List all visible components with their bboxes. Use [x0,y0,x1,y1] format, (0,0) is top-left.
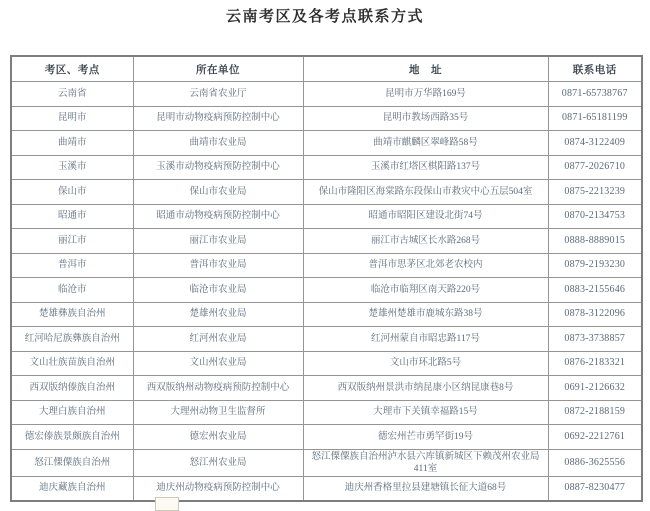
table-body [11,82,642,502]
header-address: 地 址 [303,56,548,82]
cell-address: 大理市下关镇幸福路15号 [303,400,548,425]
cell-phone: 0888-8889015 [548,229,642,254]
cell-unit: 丽江市农业局 [133,229,303,254]
cell-region: 临沧市 [11,278,133,303]
cell-address: 丽江市古城区长水路268号 [303,229,548,254]
cell-region: 红河哈尼族彝族自治州 [11,327,133,352]
cell-phone: 0875-2213239 [548,180,642,205]
truncated-bottom-box [155,497,179,511]
cell-phone: 0870-2134753 [548,204,642,229]
table-row [11,327,642,352]
cell-region: 普洱市 [11,253,133,278]
page-title: 云南考区及各考点联系方式 [225,9,424,25]
cell-unit: 玉溪市动物疫病预防控制中心 [133,155,303,180]
table-row [11,131,642,156]
cell-region: 保山市 [11,180,133,205]
table-row [11,204,642,229]
cell-address: 昆明市教场西路35号 [303,106,548,131]
cell-address: 临沧市临翔区南天路220号 [303,278,548,303]
cell-address: 文山市环北路5号 [303,351,548,376]
cell-address: 怒江傈僳族自治州泸水县六库镇新城区下赖茂州农业局411室 [303,449,548,476]
cell-address: 普洱市思茅区北郊老农校内 [303,253,548,278]
cell-unit: 红河州农业局 [133,327,303,352]
table-row [11,253,642,278]
cell-address: 玉溪市红塔区棋阳路137号 [303,155,548,180]
cell-phone: 0871-65738767 [548,82,642,107]
cell-unit: 保山市农业局 [133,180,303,205]
cell-phone: 0887-8230477 [548,476,642,501]
table-row [11,449,642,476]
cell-unit: 德宏州农业局 [133,425,303,450]
table-row [11,106,642,131]
cell-phone: 0878-3122096 [548,302,642,327]
cell-region: 昆明市 [11,106,133,131]
cell-phone: 0691-2126632 [548,376,642,401]
cell-phone: 0879-2193230 [548,253,642,278]
header-phone: 联系电话 [548,56,642,82]
cell-phone: 0886-3625556 [548,449,642,476]
table-header [11,56,642,82]
cell-region: 丽江市 [11,229,133,254]
cell-region: 怒江傈僳族自治州 [11,449,133,476]
cell-region: 玉溪市 [11,155,133,180]
table-row [11,229,642,254]
cell-unit: 文山州农业局 [133,351,303,376]
cell-address: 昭通市昭阳区建设北街74号 [303,204,548,229]
cell-unit: 普洱市农业局 [133,253,303,278]
contact-table [10,55,643,502]
cell-region: 西双版纳傣族自治州 [11,376,133,401]
cell-address: 昆明市万华路169号 [303,82,548,107]
table-row [11,82,642,107]
table-row [11,278,642,303]
cell-unit: 曲靖市农业局 [133,131,303,156]
cell-address: 德宏州芒市勇罕街19号 [303,425,548,450]
cell-phone: 0692-2212761 [548,425,642,450]
cell-region: 德宏傣族景颇族自治州 [11,425,133,450]
cell-region: 云南省 [11,82,133,107]
table-row [11,476,642,501]
table-row [11,302,642,327]
cell-region: 文山壮族苗族自治州 [11,351,133,376]
cell-region: 迪庆藏族自治州 [11,476,133,501]
table-row [11,376,642,401]
cell-region: 楚雄彝族自治州 [11,302,133,327]
cell-address: 保山市隆阳区海棠路东段保山市救灾中心五层504室 [303,180,548,205]
header-region: 考区、考点 [11,56,133,82]
table-row [11,425,642,450]
cell-region: 大理白族自治州 [11,400,133,425]
table-row [11,155,642,180]
cell-address: 西双版纳州景洪市纳昆康小区纳昆康巷8号 [303,376,548,401]
cell-phone: 0876-2183321 [548,351,642,376]
table-row [11,180,642,205]
cell-phone: 0877-2026710 [548,155,642,180]
cell-address: 曲靖市麒麟区翠峰路58号 [303,131,548,156]
cell-unit: 大理州动物卫生监督所 [133,400,303,425]
cell-unit: 怒江州农业局 [133,449,303,476]
table-row [11,400,642,425]
cell-region: 昭通市 [11,204,133,229]
cell-unit: 昆明市动物疫病预防控制中心 [133,106,303,131]
cell-address: 迪庆州香格里拉县建塘镇长征大道68号 [303,476,548,501]
header-unit: 所在单位 [133,56,303,82]
cell-unit: 云南省农业厅 [133,82,303,107]
cell-region: 曲靖市 [11,131,133,156]
cell-phone: 0883-2155646 [548,278,642,303]
cell-unit: 楚雄州农业局 [133,302,303,327]
cell-unit: 临沧市农业局 [133,278,303,303]
table-row [11,351,642,376]
cell-unit: 西双版纳州动物疫病预防控制中心 [133,376,303,401]
cell-phone: 0871-65181199 [548,106,642,131]
cell-phone: 0872-2188159 [548,400,642,425]
cell-address: 红河州蒙自市昭忠路117号 [303,327,548,352]
cell-unit: 昭通市动物疫病预防控制中心 [133,204,303,229]
cell-phone: 0873-3738857 [548,327,642,352]
cell-phone: 0874-3122409 [548,131,642,156]
cell-address: 楚雄州楚雄市鹿城东路38号 [303,302,548,327]
cell-unit: 迪庆州动物疫病预防控制中心 [133,476,303,501]
header-row [11,56,642,82]
